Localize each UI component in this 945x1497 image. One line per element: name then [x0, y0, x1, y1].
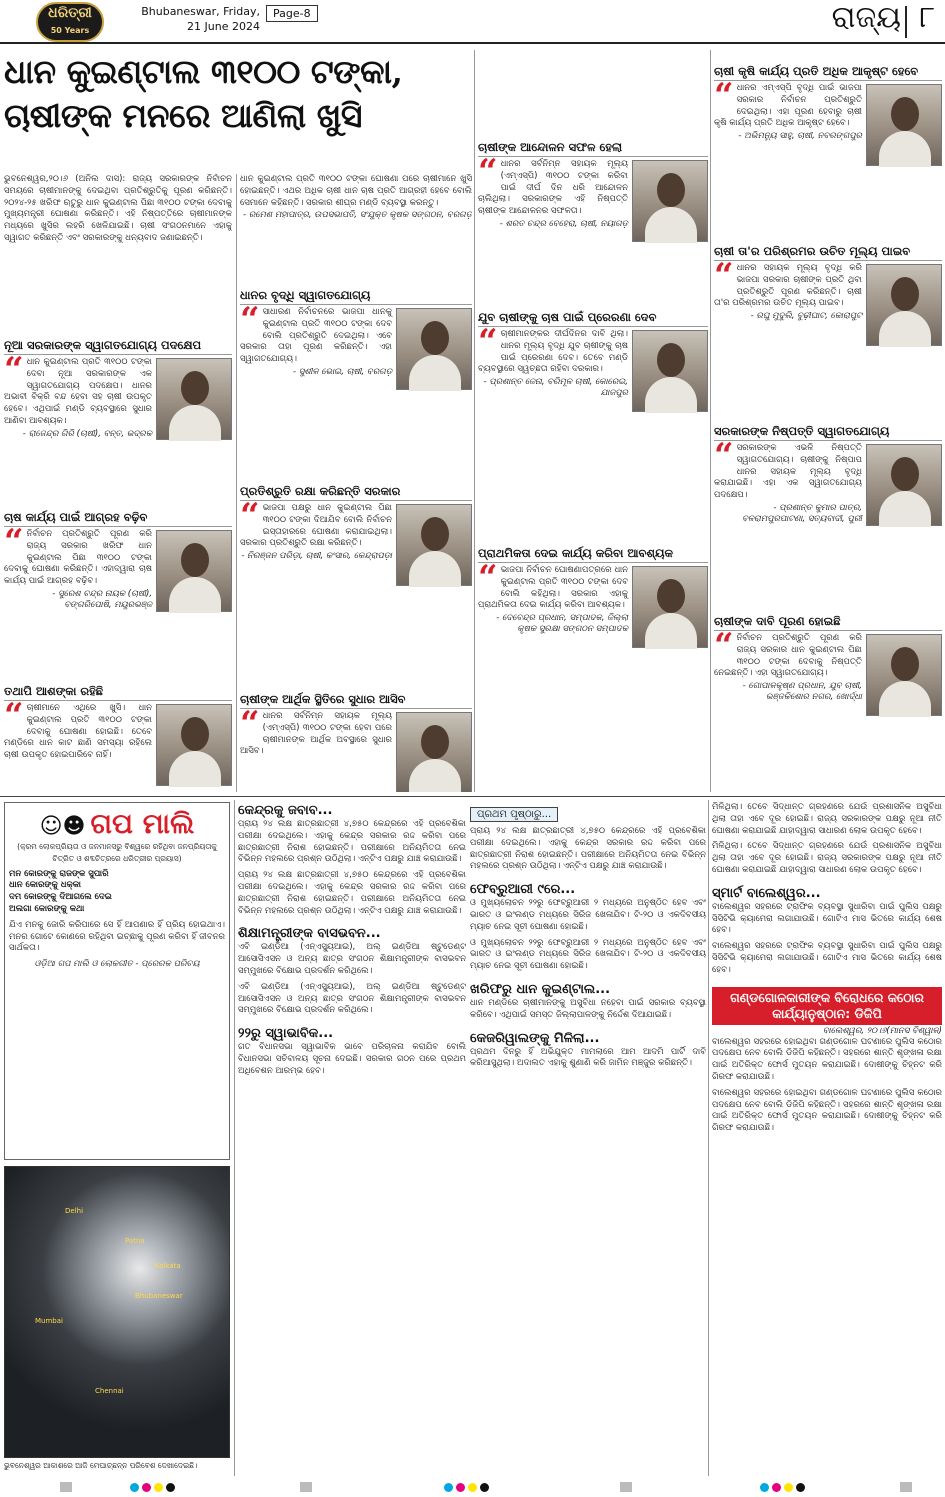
reaction-text: ଭାଜପା ନିର୍ବାଚନ ଘୋଷଣାପତ୍ରରେ ଧାନ କୁଇଣ୍ଟାଲ ପ୍ରତି ୩୧୦୦ ଟଙ୍କା ଦେବ ବୋଲି କହିଥିଲା। ସରକାର ଏହାକୁ ପ୍ରାଥମିକତା ଦେଇ କାର୍ଯ୍ୟ କରିବା ଆବଶ୍ୟକ। [478, 565, 628, 611]
humor-text: ଯିଏ ମନକୁ ଜୋରି କରିପାରେ ସେ ହିଁ ଆପଣାର ହିଁ ପ୍ରିୟ ହୋଇଥାଏ। ମନର ଗୋଟେ କୋଣରେ ରହିଥିବା ଇଚ୍ଛାକୁ ପୂରଣ କରିବା ହିଁ ଜୀବନର ସାର୍ଥକତା। [9, 919, 225, 954]
story-text: ପ୍ରାୟ ୨୪ ଲକ୍ଷ ଛାତ୍ରଛାତ୍ରୀ ୪,୭୫୦ କେନ୍ଦ୍ରରେ ଏହି ପ୍ରବେଶିକା ପରୀକ୍ଷା ଦେଇଥିଲେ। ଏହାକୁ କେନ୍ଦ୍ର ସରକାର ରଦ୍ଦ କରିବା ପରେ ଛାତ୍ରଛାତ୍ରୀ ନିରାଶ ହୋଇଛନ୍ତି। ପରୀକ୍ଷାରେ ଅନିୟମିତତା ନେଇ ବିଭିନ୍ନ ମହଲରେ ପ୍ରଶ୍ନ ଉଠିଥିଲା। ଏନ୍ଟିଏ ପକ୍ଷରୁ ଯାଞ୍ଚ କରାଯାଉଛି। [238, 870, 466, 916]
reaction-box [4, 510, 232, 680]
column-rule [236, 174, 237, 792]
person-photo [396, 504, 472, 586]
reaction-title: ଚାଷ କାର୍ଯ୍ୟ ପାଇଁ ଆଗ୍ରହ ବଢ଼ିବ [4, 510, 232, 527]
reaction-byline: - ସୁଶୀଳ ଭୋଇ, ଚାଷୀ, ବରଗଡ଼ [292, 366, 392, 377]
quote-icon: “ [714, 256, 734, 296]
lead-headline [4, 50, 474, 170]
person-photo [866, 264, 942, 346]
magenta-dot [456, 1483, 465, 1492]
quote-icon: “ [4, 522, 24, 562]
cyan-dot [130, 1483, 139, 1492]
continued-column-3 [712, 802, 942, 1476]
black-dot [796, 1483, 805, 1492]
quote-icon: “ [4, 696, 24, 736]
reaction-box [240, 484, 472, 688]
reaction-title: ଚାଷୀଙ୍କ ଦାବି ପୂରଣ ହୋଇଛି [714, 614, 942, 631]
reaction-text: ଧାନର ଏମ୍ଏସ୍ପି ବୃଦ୍ଧି ପାଇଁ ଭାଜପା ସରକାର ନିର୍ବାଚନ ପ୍ରତିଶ୍ରୁତି ଦେଇଥିଲା। ଏହା ପୂରଣ ହେବାରୁ ଚାଷୀ କୃଷି କାର୍ଯ୍ୟ ପ୍ରତି ଅଧିକ ଆକୃଷ୍ଟ ହେବେ। [714, 83, 862, 129]
gray-swatch [60, 1482, 72, 1492]
cartoon-faces-icon: ☺☻ [39, 814, 86, 839]
reaction-text: ନିର୍ବାଚନ ପ୍ରତିଶ୍ରୁତି ପୂରଣ କରି ରାଜ୍ୟ ସରକାର ଧାନ କୁଇଣ୍ଟାଲ ପିଛା ୩୧୦୦ ଟଙ୍କା ଦେବାକୁ ନିଷ୍ପତ୍ତି ନେଇଛନ୍ତି। ଏହା ସ୍ୱାଗତଯୋଗ୍ୟ। [714, 633, 862, 679]
person-photo [396, 712, 472, 792]
reaction-title: ଯୁବ ଚାଷୀଙ୍କୁ ଚାଷ ପାଇଁ ପ୍ରେରଣା ଦେବ [478, 310, 708, 327]
story-text: ପ୍ରାୟ ୨୪ ଲକ୍ଷ ଛାତ୍ରଛାତ୍ରୀ ୪,୭୫୦ କେନ୍ଦ୍ରରେ ଏହି ପ୍ରବେଶିକା ପରୀକ୍ଷା ଦେଇଥିଲେ। ଏହାକୁ କେନ୍ଦ୍ର ସରକାର ରଦ୍ଦ କରିବା ପରେ ଛାତ୍ରଛାତ୍ରୀ ନିରାଶ ହୋଇଛନ୍ତି। ପରୀକ୍ଷାରେ ଅନିୟମିତତା ନେଇ ବିଭିନ୍ନ ମହଲରେ ପ୍ରଶ୍ନ ଉଠିଥିଲା। ଏନ୍ଟିଏ ପକ୍ଷରୁ ଯାଞ୍ଚ କରାଯାଉଛି। [238, 819, 466, 865]
map-city-label: Mumbai [35, 1317, 63, 1325]
column-rule [708, 800, 709, 1476]
reaction-text: ଭାଜପା ପକ୍ଷରୁ ଧାନ କୁଇଣ୍ଟାଲ ପିଛା ୩୧୦୦ ଟଙ୍କା ଦିଆଯିବ ବୋଲି ନିର୍ବାଚନ ଇସ୍ତାହାରରେ ଘୋଷଣା କରାଯାଇଥିଲା। ସରକାର ପ୍ରତିଶ୍ରୁତି ରକ୍ଷା କରିଛନ୍ତି। [240, 503, 392, 549]
print-registration-strip [0, 1478, 945, 1497]
reaction-box [4, 338, 232, 506]
cyan-dot [760, 1483, 769, 1492]
humor-line: ଧାନ କୋରଙ୍କୁ ଧକ୍କା [9, 880, 81, 891]
dgp-text: ବାଲେଶ୍ୱର ସହରରେ ହୋଇଥିବା ଗଣ୍ଡଗୋଳ ଘଟଣାରେ ପୁଲିସ କଠୋର ପଦକ୍ଷେପ ନେବ ବୋଲି ଡିଜିପି କହିଛନ୍ତି। ସହରରେ ଶାନ୍ତି ଶୃଙ୍ଖଳା ରକ୍ଷା ପାଇଁ ଅତିରିକ୍ତ ଫୋର୍ସ ମୁତୟନ କରାଯାଇଛି। ଦୋଷୀଙ୍କୁ ଚିହ୍ନଟ କରି ଗିରଫ କରାଯାଉଛି। [712, 1036, 942, 1082]
column-rule [474, 50, 475, 792]
yellow-dot [784, 1483, 793, 1492]
reaction-text: ସରକାରଙ୍କ ଏଭଳି ନିଷ୍ପତ୍ତି ସ୍ୱାଗତଯୋଗ୍ୟ। ଚାଷୀଙ୍କୁ ନିଷ୍ପାପ ଧାନର ସହାୟକ ମୂଲ୍ୟ ବୃଦ୍ଧି କରାଯାଇଛି। ଏହା ଏକ ସ୍ୱାଗତଯୋଗ୍ୟ ପଦକ୍ଷେପ। [714, 443, 862, 501]
section-divider [905, 6, 907, 38]
reaction-box [714, 424, 942, 610]
column-rule [710, 50, 711, 792]
reaction-box [714, 64, 942, 240]
section-title [832, 0, 901, 35]
person-photo [156, 704, 232, 786]
map-city-label: Delhi [65, 1207, 84, 1215]
lead-column-2 [240, 174, 472, 284]
story-head: ୨୨ରୁ ସ୍ୱାଭାବିକ... [238, 1026, 334, 1042]
dgp-text: ବାଲେଶ୍ୱର ସହରରେ ହୋଇଥିବା ଗଣ୍ଡଗୋଳ ଘଟଣାରେ ପୁଲିସ କଠୋର ପଦକ୍ଷେପ ନେବ ବୋଲି ଡିଜିପି କହିଛନ୍ତି। ସହରରେ ଶାନ୍ତି ଶୃଙ୍ଖଳା ରକ୍ଷା ପାଇଁ ଅତିରିକ୍ତ ଫୋର୍ସ ମୁତୟନ କରାଯାଇଛି। ଦୋଷୀଙ୍କୁ ଚିହ୍ନଟ କରି ଗିରଫ କରାଯାଉଛି। [712, 1087, 942, 1134]
map-city-label: Bhubaneswar [135, 1292, 183, 1300]
map-city-label: Chennai [95, 1387, 124, 1395]
yellow-dot [468, 1483, 477, 1492]
story-text: ପ୍ରଥମ ଦିନରୁ ହିଁ ଅଭିଯୁକ୍ତ ମାମଲାରେ ଆମ ଆଦମି ପାର୍ଟି ଦାବି କରିଆସୁଥିଲା। ଅଦାଲତ ଏହାକୁ ଶୁଣାଣି କରି ଜାମିନ ମଞ୍ଜୁର କରିଛନ୍ତି। [470, 1046, 706, 1069]
quote-icon: “ [4, 350, 24, 390]
story-text: ଏବି ଇଣ୍ଡିଆ (ଏନ୍ଏସ୍ୟୁଆଇ), ଅଲ୍ ଇଣ୍ଡିଆ ଷ୍ଟୁଡେଣ୍ଟ ଆସୋସିଏସନ ଓ ଅନ୍ୟ ଛାତ୍ର ସଂଗଠନ ଶିକ୍ଷାମନ୍ତ୍ରୀଙ୍କ ବାସଭବନ ସମ୍ମୁଖରେ ବିକ୍ଷୋଭ ପ୍ରଦର୍ଶନ କରିଥିଲେ। [238, 981, 466, 1016]
story-text: ମିଳିଥିଲା। ତେବେ ସିଦ୍ଧାନ୍ତ ଗ୍ରହଣରେ ଯେଉଁ ପ୍ରଶାସନିକ ଅସୁବିଧା ଥିଲା ତାହା ଏବେ ଦୂର ହୋଇଛି। ରାଜ୍ୟ ସରକାରଙ୍କ ପକ୍ଷରୁ ନୂଆ ନୀତି ଘୋଷଣା କରାଯାଇଛି ଯାହାଦ୍ୱାରା ସାଧାରଣ ଲୋକ ଉପକୃତ ହେବେ। [712, 802, 942, 836]
lead-headline-line1: ଧାନ କୁଇଣ୍ଟାଲ ୩୧୦୦ ଟଙ୍କା, [4, 52, 403, 91]
cyan-dot [444, 1483, 453, 1492]
reaction-byline: - ଦେବେନ୍ଦ୍ର ପ୍ରଧାନ, ସମ୍ପାଦକ, ଜିଲ୍ଲା କୃଷକ ସୁରକ୍ଷା ସଙ୍ଗଠନ ସମ୍ପାଦକ [496, 613, 628, 635]
reaction-title: ସରକାରଙ୍କ ନିଷ୍ପତ୍ତି ସ୍ୱାଗତଯୋଗ୍ୟ [714, 424, 942, 441]
story-text: ଓ ମୁଖ୍ୟଲୋଚନ ୨୨ରୁ ଫେବ୍ରୁଆରୀ ୨ ମଧ୍ୟରେ ଅନୁଷ୍ଠିତ ହେବ ଏବଂ ଭାରତ ଓ ଇଂଲଣ୍ଡ ମଧ୍ୟରେ ସିରିଜ ଖେଳାଯିବ। ଟି-୨୦ ଓ ଏକଦିବସୀୟ ମ୍ୟାଚ ନେଇ ସୂଚୀ ଘୋଷଣା ହୋଇଛି। [470, 937, 706, 972]
reaction-byline: - ଅଭିମନ୍ୟୁ ସାହୁ, ଚାଷୀ, ନବରଙ୍ଗପୁର [738, 131, 862, 142]
reaction-byline: - ନିରଞ୍ଜନ ପରିଡ଼ା, ଚାଷୀ, କଂସାର, କେନ୍ଦ୍ରାପଡ଼ା [241, 551, 392, 562]
story-text: ଓ ମୁଖ୍ୟଲୋଚନ ୨୨ରୁ ଫେବ୍ରୁଆରୀ ୨ ମଧ୍ୟରେ ଅନୁଷ୍ଠିତ ହେବ ଏବଂ ଭାରତ ଓ ଇଂଲଣ୍ଡ ମଧ୍ୟରେ ସିରିଜ ଖେଳାଯିବ। ଟି-୨୦ ଓ ଏକଦିବସୀୟ ମ୍ୟାଚ ନେଇ ସୂଚୀ ଘୋଷଣା ହୋଇଛି। [470, 898, 706, 932]
newspaper-logo [36, 2, 104, 42]
reaction-box [714, 614, 942, 792]
story-text: ବାଲେଶ୍ୱର ସହରରେ ଟ୍ରାଫିକ ବ୍ୟବସ୍ଥା ସୁଧାରିବା ପାଇଁ ପୁଲିସ ପକ୍ଷରୁ ସିସିଟିଭି କ୍ୟାମେରା ଲଗାଯାଉଛି। ଗୋଟିଏ ମାସ ଭିତରେ କାର୍ଯ୍ୟ ଶେଷ ହେବ। [712, 941, 942, 975]
quote-icon: “ [478, 152, 498, 192]
logo-text: ଧରିତ୍ରୀ [48, 5, 92, 21]
map-city-label: Patna [125, 1237, 145, 1245]
reaction-title: ନୂଆ ସରକାରଙ୍କ ସ୍ୱାଗତଯୋଗ୍ୟ ପଦକ୍ଷେପ [4, 338, 232, 355]
reaction-title: ଚାଷୀ ତା'ର ପରିଶ୍ରମର ଉଚିତ ମୂଲ୍ୟ ପାଇବ [714, 244, 942, 261]
page-number-odia: ୮ [919, 0, 935, 35]
person-photo [632, 566, 708, 648]
section-divider [0, 796, 945, 797]
story-head: ସ୍ମାର୍ଟ ବାଲେଶ୍ୱର... [712, 885, 821, 901]
quote-icon: “ [240, 496, 260, 536]
gray-swatch [300, 1482, 312, 1492]
humor-credit: ଓଡ଼ିଆ ଗପ ମାଲି ଓ ଲୋକଗୀତ - ପ୍ରେରକ ପରିଚୟ [34, 959, 200, 970]
story-head: ଖରିଫରୁ ଧାନ କୁଇଣ୍ଟାଲ... [470, 981, 611, 997]
yellow-dot [154, 1483, 163, 1492]
reaction-text: ନିର୍ବାଚନ ପ୍ରତିଶ୍ରୁତି ପୂରଣ କରି ରାଜ୍ୟ ସରକାର ଖରିଫ ଧାନ କୁଇଣ୍ଟାଲ ପିଛା ୩୧୦୦ ଟଙ୍କା ଦେବାକୁ ଘୋଷଣା କରିଛନ୍ତି। ଏହାଦ୍ୱାରା ଚାଷ କାର୍ଯ୍ୟ ପାଇଁ ଆଗ୍ରହ ବଢ଼ିବ। [4, 529, 152, 587]
page-number: Page-8 [266, 5, 318, 22]
quote-icon: “ [240, 704, 260, 744]
person-photo [866, 444, 942, 526]
dgp-headline: ଗଣ୍ଡଗୋଳକାରୀଙ୍କ ବିରୋଧରେ କଠୋର କାର୍ଯ୍ୟାନୁଷ୍ଠାନ: ଡିଜିପି [712, 987, 942, 1025]
story-text: ବାଲେଶ୍ୱର ସହରରେ ଟ୍ରାଫିକ ବ୍ୟବସ୍ଥା ସୁଧାରିବା ପାଇଁ ପୁଲିସ ପକ୍ଷରୁ ସିସିଟିଭି କ୍ୟାମେରା ଲଗାଯାଉଛି। ଗୋଟିଏ ମାସ ଭିତରେ କାର୍ଯ୍ୟ ଶେଷ ହେବ। [712, 901, 942, 936]
story-text: ମିଳିଥିଲା। ତେବେ ସିଦ୍ଧାନ୍ତ ଗ୍ରହଣରେ ଯେଉଁ ପ୍ରଶାସନିକ ଅସୁବିଧା ଥିଲା ତାହା ଏବେ ଦୂର ହୋଇଛି। ରାଜ୍ୟ ସରକାରଙ୍କ ପକ୍ଷରୁ ନୂଆ ନୀତି ଘୋଷଣା କରାଯାଇଛି ଯାହାଦ୍ୱାରା ସାଧାରଣ ଲୋକ ଉପକୃତ ହେବେ। [712, 841, 942, 875]
continued-column-1 [238, 802, 466, 1476]
magenta-dot [142, 1483, 151, 1492]
reaction-box [478, 140, 708, 306]
reaction-box [714, 244, 942, 420]
quote-icon: “ [714, 436, 734, 476]
black-dot [166, 1483, 175, 1492]
reaction-title: ଧାନର ବୃଦ୍ଧି ସ୍ୱାଗତଯୋଗ୍ୟ [240, 288, 472, 305]
lead-headline-line2: ଚାଷୀଙ୍କ ମନରେ ଆଣିଲା ଖୁସି [4, 96, 362, 135]
logo-years: 50 Years [50, 26, 90, 35]
lead-column-2-text: ଧାନ କୁଇଣ୍ଟାଲ ପ୍ରତି ୩୧୦୦ ଟଙ୍କା ଘୋଷଣା ପରେ ଚାଷୀମାନେ ଖୁସି ହୋଇଛନ୍ତି। ଏଥର ଅଧିକ ଚାଷୀ ଧାନ ଚାଷ ପ୍ରତି ଆଗ୍ରହୀ ହେବେ ବୋଲି ସେମାନେ କହିଛନ୍ତି। ସରକାର ଶୀଘ୍ର ମଣ୍ଡି ବ୍ୟବସ୍ଥା କରନ୍ତୁ। [240, 174, 472, 208]
quote-icon: “ [714, 76, 734, 116]
reaction-title: ଚାଷୀ କୃଷି କାର୍ଯ୍ୟ ପ୍ରତି ଅଧିକ ଆକୃଷ୍ଟ ହେବେ [714, 64, 942, 81]
reaction-box [240, 692, 472, 792]
person-photo [632, 330, 708, 412]
black-dot [480, 1483, 489, 1492]
lead-column-2-byline: - ରମେଶ ମହାପାତ୍ର, ଉପସଭାପତି, ସଂଯୁକ୍ତ କୃଷକ ସଙ୍ଗଠନ, ବରଗଡ଼ [242, 210, 472, 221]
humor-subtitle: (କ୍ରମ ଲୋକପ୍ରିୟତା ଓ ଜନମାନସରୁ ବିଶ୍ୱରେ ରହିଥିବା ଜନପ୍ରିୟତାକୁ ଚିତ୍ରିତ ଓ ଶବ୍ଦଚିତ୍ରରେ ଧରିତ୍ରୀର ପ୍ରୟାସ) [17, 842, 217, 863]
weather-satellite-map [4, 1166, 230, 1458]
weather-caption: ଭୁବନେଶ୍ୱର ଆକାଶରେ ଆଜି ମେଘାଚ୍ଛନ୍ନ ପରିବେଶ ଦେଖାଦେଇଛି। [4, 1461, 198, 1470]
continued-tag: ପ୍ରଥମ ପୃଷ୍ଠାରୁ... [470, 807, 558, 822]
story-text: ଗତ ବିଧାନସଭା ସ୍ୱାଭାବିକ ଭାବେ ପରିଚାଳନା କରାଯିବ ବୋଲି ବିଧାନସଭା ସଚିବାଳୟ ସୂଚନା ଦେଇଛି। ସରକାର ଗଠନ ପରେ ପ୍ରଥମ ଅଧିବେଶନ ଆରମ୍ଭ ହେବ। [238, 1042, 466, 1076]
reaction-box [478, 310, 708, 542]
issue-date: 21 June 2024 [187, 20, 260, 33]
story-text: ପ୍ରାୟ ୨୪ ଲକ୍ଷ ଛାତ୍ରଛାତ୍ରୀ ୪,୭୫୦ କେନ୍ଦ୍ରରେ ଏହି ପ୍ରବେଶିକା ପରୀକ୍ଷା ଦେଇଥିଲେ। ଏହାକୁ କେନ୍ଦ୍ର ସରକାର ରଦ୍ଦ କରିବା ପରେ ଛାତ୍ରଛାତ୍ରୀ ନିରାଶ ହୋଇଛନ୍ତି। ପରୀକ୍ଷାରେ ଅନିୟମିତତା ନେଇ ବିଭିନ୍ନ ମହଲରେ ପ୍ରଶ୍ନ ଉଠିଥିଲା। ଏନ୍ଟିଏ ପକ୍ଷରୁ ଯାଞ୍ଚ କରାଯାଉଛି। [470, 826, 706, 872]
story-head: କେନ୍ଦ୍ରକୁ ଜବାବ... [238, 803, 333, 818]
reaction-text: ଧାନର ସହାୟକ ମୂଲ୍ୟ ବୃଦ୍ଧି କରି ଭାଜପା ସରକାର ଚାଷୀଙ୍କ ପ୍ରତି ଥିବା ପ୍ରତିଶ୍ରୁତି ପୂରଣ କରିଛନ୍ତି। ଚାଷୀ ତା'ର ପରିଶ୍ରମର ଉଚିତ ମୂଲ୍ୟ ପାଇବ। [714, 263, 862, 309]
quote-icon: “ [478, 558, 498, 598]
gray-swatch [620, 1482, 632, 1492]
city-day: Bhubaneswar, Friday, [141, 5, 260, 18]
reaction-box [4, 684, 232, 792]
reaction-byline: - ରଘୁ ମୁଦୁଲି, ବୁଢ଼ୀଘାଟ, କୋରାପୁଟ [750, 311, 862, 322]
lead-intro: ଭୁବନେଶ୍ୱର,୨୦।୬ (ଅନିଲ ଦାସ): ରାଜ୍ୟ ସରକାରଙ୍କ ନିର୍ବାଚନ ସମୟରେ ଚାଷୀମାନଙ୍କୁ ଦେଇଥିବା ପ୍ରତିଶ୍ରୁତିକୁ ପୂରଣ କରିଛନ୍ତି। ୨୦୨୪-୨୫ ଖରିଫ ଋତୁରୁ ଧାନ କୁଇଣ୍ଟାଲ ପିଛା ୩୧୦୦ ଟଙ୍କା ଦେବାକୁ ମୁଖ୍ୟମନ୍ତ୍ରୀ ଘୋଷଣା କରିଛନ୍ତି। ଏହି ନିଷ୍ପତ୍ତିରେ ଚାଷୀମାନଙ୍କ ମଧ୍ୟରେ ଖୁସିର ଲହରି ଖେଳିଯାଇଛି। ଚାଷୀ ସଂଗଠନମାନେ ଏହାକୁ ସ୍ୱାଗତ କରିଛନ୍ତି ଏବଂ ସରକାରଙ୍କୁ ଧନ୍ୟବାଦ ଜଣାଇଛନ୍ତି। [4, 174, 232, 243]
reaction-byline: - ପ୍ରଶାନ୍ତ ଜେନା, ବରିମୂଳ ଚାଷୀ, କୋରେଇ, ଯାଜପୁର [483, 377, 628, 399]
humor-column [4, 802, 230, 1160]
reaction-text: ଧାନର ସର୍ବନିମ୍ନ ସହାୟକ ମୂଲ୍ୟ (ଏମ୍ଏସ୍ପି) ୩୧୦୦ ଟଙ୍କା କରିବା ପାଇଁ ଦୀର୍ଘ ଦିନ ଧରି ଆନ୍ଦୋଳନ ଚାଲିଥିଲା। ସରକାରଙ୍କ ଏହି ନିଷ୍ପତ୍ତି ଚାଷୀଙ୍କ ଆନ୍ଦୋଳନର ସଫଳତା। [478, 159, 628, 217]
person-photo [156, 358, 232, 440]
story-head: କେଜରିୱାଲଙ୍କୁ ମିଳିଲା... [470, 1030, 600, 1046]
reaction-title: ତଥାପି ଆଶଙ୍କା ରହିଛି [4, 684, 232, 701]
story-text: ଧାନ ମଣ୍ଡିରେ ଚାଷୀମାନଙ୍କୁ ଅସୁବିଧା ନହେବା ପାଇଁ ସରକାର ବ୍ୟବସ୍ଥା କରିବେ। ଏଥିପାଇଁ ସମସ୍ତ ଜିଲ୍ଲାପାଳଙ୍କୁ ନିର୍ଦ୍ଦେଶ ଦିଆଯାଇଛି। [470, 997, 706, 1020]
person-photo [632, 160, 708, 242]
dateline [112, 4, 260, 34]
reaction-title: ପ୍ରାଥମିକତା ଦେଇ କାର୍ଯ୍ୟ କରିବା ଆବଶ୍ୟକ [478, 546, 708, 563]
reaction-byline: - ଗୋପାଳକୃଷ୍ଣ ପ୍ରଧାନ, ଯୁବ ଚାଷୀ, ଭଞ୍ଜକିଶୋର ନଗର, ଖୋର୍ଦ୍ଧା [742, 681, 862, 703]
person-photo [156, 530, 232, 612]
reaction-text: ଧାନ କୁଇଣ୍ଟାଲ ପ୍ରତି ୩୧୦୦ ଟଙ୍କା ଦେବା ନୂଆ ସରକାରଙ୍କ ଏକ ସ୍ୱାଗତଯୋଗ୍ୟ ପଦକ୍ଷେପ। ଧାନର ଅଭାବୀ ବିକ୍ରି ବନ୍ଦ ହେବା ସହ ଚାଷୀ ଉପକୃତ ହେବେ। ଏଥିପାଇଁ ମଣ୍ଡି ବ୍ୟବସ୍ଥାରେ ସୁଧାର ଆଣିବା ଆବଶ୍ୟକ। [4, 357, 152, 426]
reaction-byline: - ଶରତ ଚନ୍ଦ୍ର ବେହେରା, ଚାଷୀ, ନୟାଗଡ଼ [499, 218, 628, 229]
reaction-box [478, 546, 708, 792]
reaction-text: ଚାଷୀମାନଙ୍କର ଦୀର୍ଘଦିନର ଦାବି ଥିଲା। ଧାନର ମୂଲ୍ୟ ବୃଦ୍ଧି ଯୁବ ଚାଷୀଙ୍କୁ ଚାଷ ପାଇଁ ପ୍ରେରଣା ଦେବ। ତେବେ ମଣ୍ଡି ବ୍ୟବସ୍ଥାରେ ସ୍ୱଚ୍ଛତା ରହିବା ଦରକାର। [478, 329, 628, 375]
continued-tag-wrap [470, 802, 706, 822]
magenta-dot [772, 1483, 781, 1492]
person-photo [866, 634, 942, 716]
masthead [0, 0, 945, 44]
story-head: ଫେବ୍ରୁଆରୀ ୯ରେ... [470, 882, 576, 898]
humor-line: ଅଲଗା କୋରଙ୍କୁ କଥା [9, 903, 85, 914]
map-city-label: Kolkata [155, 1262, 181, 1270]
quote-icon: “ [240, 300, 260, 340]
gray-swatch [900, 1482, 912, 1492]
humor-title: ଗପ ମାଲି [90, 807, 195, 840]
story-text: ଏବି ଇଣ୍ଡିଆ (ଏନ୍ଏସ୍ୟୁଆଇ), ଅଲ୍ ଇଣ୍ଡିଆ ଷ୍ଟୁଡେଣ୍ଟ ଆସୋସିଏସନ ଓ ଅନ୍ୟ ଛାତ୍ର ସଂଗଠନ ଶିକ୍ଷାମନ୍ତ୍ରୀଙ୍କ ବାସଭବନ ସମ୍ମୁଖରେ ବିକ୍ଷୋଭ ପ୍ରଦର୍ଶନ କରିଥିଲେ। [238, 942, 466, 976]
reaction-box [240, 288, 472, 480]
reaction-title: ପ୍ରତିଶ୍ରୁତି ରକ୍ଷା କରିଛନ୍ତି ସରକାର [240, 484, 472, 501]
person-photo [396, 308, 472, 390]
section-label: ରାଜ୍ୟ [831, 0, 901, 35]
reaction-text: ସାଧାରଣ ନିର୍ବାଚନରେ ଭାଜପା ଧାନକୁ କୁଇଣ୍ଟାଲ ପ୍ରତି ୩୧୦୦ ଟଙ୍କା ଦେବ ବୋଲି ପ୍ରତିଶ୍ରୁତି ଦେଇଥିଲା। ଏବେ ସରକାର ତାହା ପୂରଣ କରିଛନ୍ତି। ଏହା ସ୍ୱାଗତଯୋଗ୍ୟ। [240, 307, 392, 365]
continued-column-2 [470, 802, 706, 1476]
dgp-dateline: ବାଲେଶ୍ୱର, ୨୦।୬(ମାନସ ବିଶ୍ୱାଳ) [822, 1025, 942, 1036]
humor-line: ଦମ କୋରଙ୍କୁ ଦିଆଗଲେ ଦେଇ [9, 892, 112, 903]
reaction-byline: - ସୁରେଶ ଚନ୍ଦ୍ର ନାୟକ (ଚାଷୀ), ବଙ୍ଗରିପୋଷି, ମୟୂରଭଞ୍ଜ [52, 588, 152, 610]
reaction-byline: - ପ୍ରଶାନ୍ତ କୁମାର ପାତ୍ର, ବଳରାମପୁରପାଟଣା, ସତ୍ୟବାଦୀ, ପୁରୀ [742, 502, 862, 524]
humor-line: ମନ କୋରଙ୍କୁ ରାଜଙ୍କ ସୁପାରି [9, 868, 109, 879]
reaction-title: ଚାଷୀଙ୍କ ଆନ୍ଦୋଳନ ସଫଳ ହେଲା [478, 140, 708, 157]
humor-header [9, 807, 225, 841]
reaction-byline: - ରାଜେନ୍ଦ୍ର ଗିରି (ଚାଷୀ), ବନ୍ତ, ଭଦ୍ରକ [22, 428, 152, 439]
reaction-text: ଚାଷୀମାନେ ଏଥିରେ ଖୁସି। ଧାନ କୁଇଣ୍ଟାଲ ପ୍ରତି ୩୧୦୦ ଟଙ୍କା ଦେବାକୁ ଘୋଷଣା ହୋଇଛି। ତେବେ ମଣ୍ଡିରେ ଧାନ କାଟ ଛାଣି ସମସ୍ୟା ରହିଲେ ଚାଷୀ ଉପକୃତ ହୋଇପାରିବେ ନାହିଁ। [4, 703, 152, 761]
quote-icon: “ [714, 626, 734, 666]
reaction-title: ଚାଷୀଙ୍କ ଆର୍ଥିକ ସ୍ଥିତିରେ ସୁଧାର ଆସିବ [240, 692, 472, 709]
column-rule [234, 800, 235, 1476]
reaction-text: ଧାନର ସର୍ବନିମ୍ନ ସହାୟକ ମୂଲ୍ୟ (ଏମ୍ଏସ୍ପି) ୩୧୦୦ ଟଙ୍କା ହେବା ପରେ ଚାଷୀମାନଙ୍କ ଆର୍ଥିକ ଅବସ୍ଥାରେ ସୁଧାର ଆସିବ। [240, 711, 392, 757]
story-head: ଶିକ୍ଷାମନ୍ତ୍ରୀଙ୍କ ବାସଭବନ... [238, 926, 381, 942]
person-photo [866, 84, 942, 166]
quote-icon: “ [478, 322, 498, 362]
